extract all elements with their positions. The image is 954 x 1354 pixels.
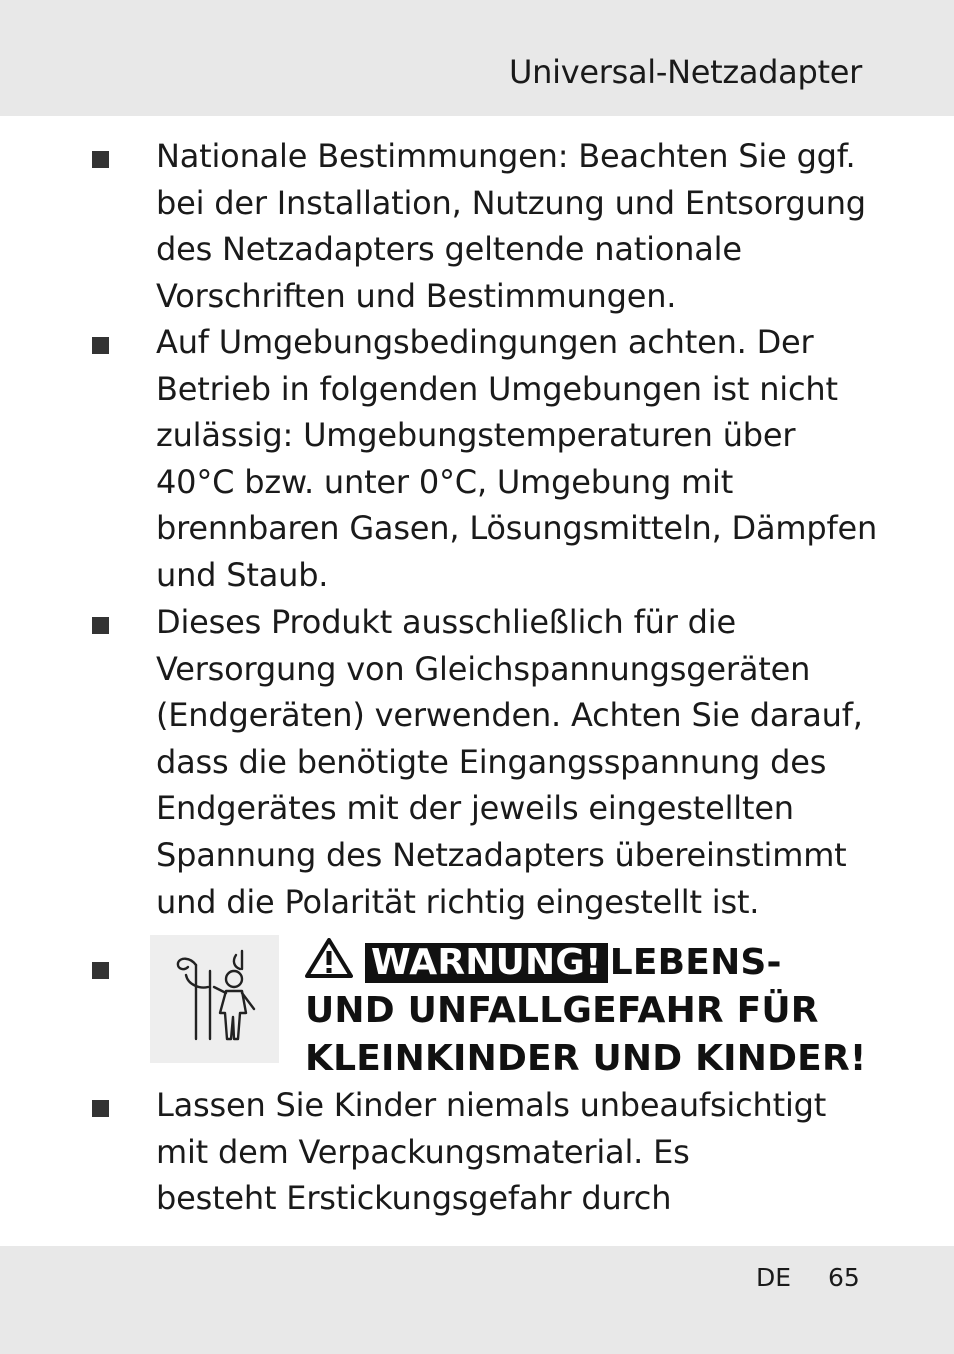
warning-line-3: KLEINKINDER UND KINDER!: [305, 1038, 867, 1079]
text-line: Endgerätes mit der jeweils eingestellten: [156, 789, 794, 828]
text-line: Lassen Sie Kinder niemals unbeaufsichtigt: [156, 1086, 827, 1124]
page-footer: [0, 1246, 954, 1354]
item-text: [156, 1082, 876, 1222]
item-text: [156, 599, 876, 925]
bullet-square-icon: [92, 337, 109, 354]
warning-badge: WARNUNG!: [365, 943, 608, 983]
warning-heading: [305, 938, 867, 1083]
text-line: Auf Umgebungsbedingungen achten. Der: [156, 323, 814, 361]
text-line: mit dem Verpackungsmaterial. Es: [156, 1132, 690, 1171]
text-line: brennbaren Gasen, Lösungsmitteln, Dämpfen: [156, 509, 878, 548]
text-line: Nationale Bestimmungen: Beachten Sie ggf.: [156, 137, 856, 175]
footer-language: DE: [756, 1263, 792, 1292]
warning-line-1: [305, 938, 867, 987]
text-line: bei der Installation, Nutzung und Entsorgung: [156, 183, 866, 222]
item-text: [156, 319, 876, 599]
text-line: und die Polarität richtig eingestellt ist.: [156, 882, 760, 921]
text-line: des Netzadapters geltende nationale: [156, 230, 742, 269]
bullet-square-icon: [92, 151, 109, 168]
text-line: dass die benötigte Eingangsspannung des: [156, 742, 827, 781]
text-line: Dieses Produkt ausschließlich für die: [156, 603, 736, 641]
text-line: (Endgeräten) verwenden. Achten Sie darauf,: [156, 696, 863, 735]
page-title: Universal-Netzadapter: [509, 53, 862, 91]
text-line: Vorschriften und Bestimmungen.: [156, 276, 677, 315]
text-line: zulässig: Umgebungstemperaturen über: [156, 416, 796, 455]
text-line: und Staub.: [156, 555, 329, 594]
warning-title-part: LEBENS-: [609, 942, 782, 983]
item-text: [156, 133, 876, 319]
warning-triangle-icon: [305, 938, 353, 978]
text-line: Spannung des Netzadapters übereinstimmt: [156, 835, 847, 874]
child-danger-icon: [150, 935, 279, 1063]
bullet-square-icon: [92, 962, 109, 979]
text-line: Betrieb in folgenden Umgebungen ist nicht: [156, 369, 838, 408]
page-number: 65: [828, 1263, 860, 1292]
text-line: 40°C bzw. unter 0°C, Umgebung mit: [156, 462, 734, 501]
warning-line-2: UND UNFALLGEFAHR FÜR: [305, 990, 819, 1031]
text-line: besteht Erstickungsgefahr durch: [156, 1179, 672, 1218]
bullet-square-icon: [92, 1100, 109, 1117]
text-line: Versorgung von Gleichspannungsgeräten: [156, 649, 811, 688]
bullet-square-icon: [92, 617, 109, 634]
page-header: [0, 0, 954, 116]
